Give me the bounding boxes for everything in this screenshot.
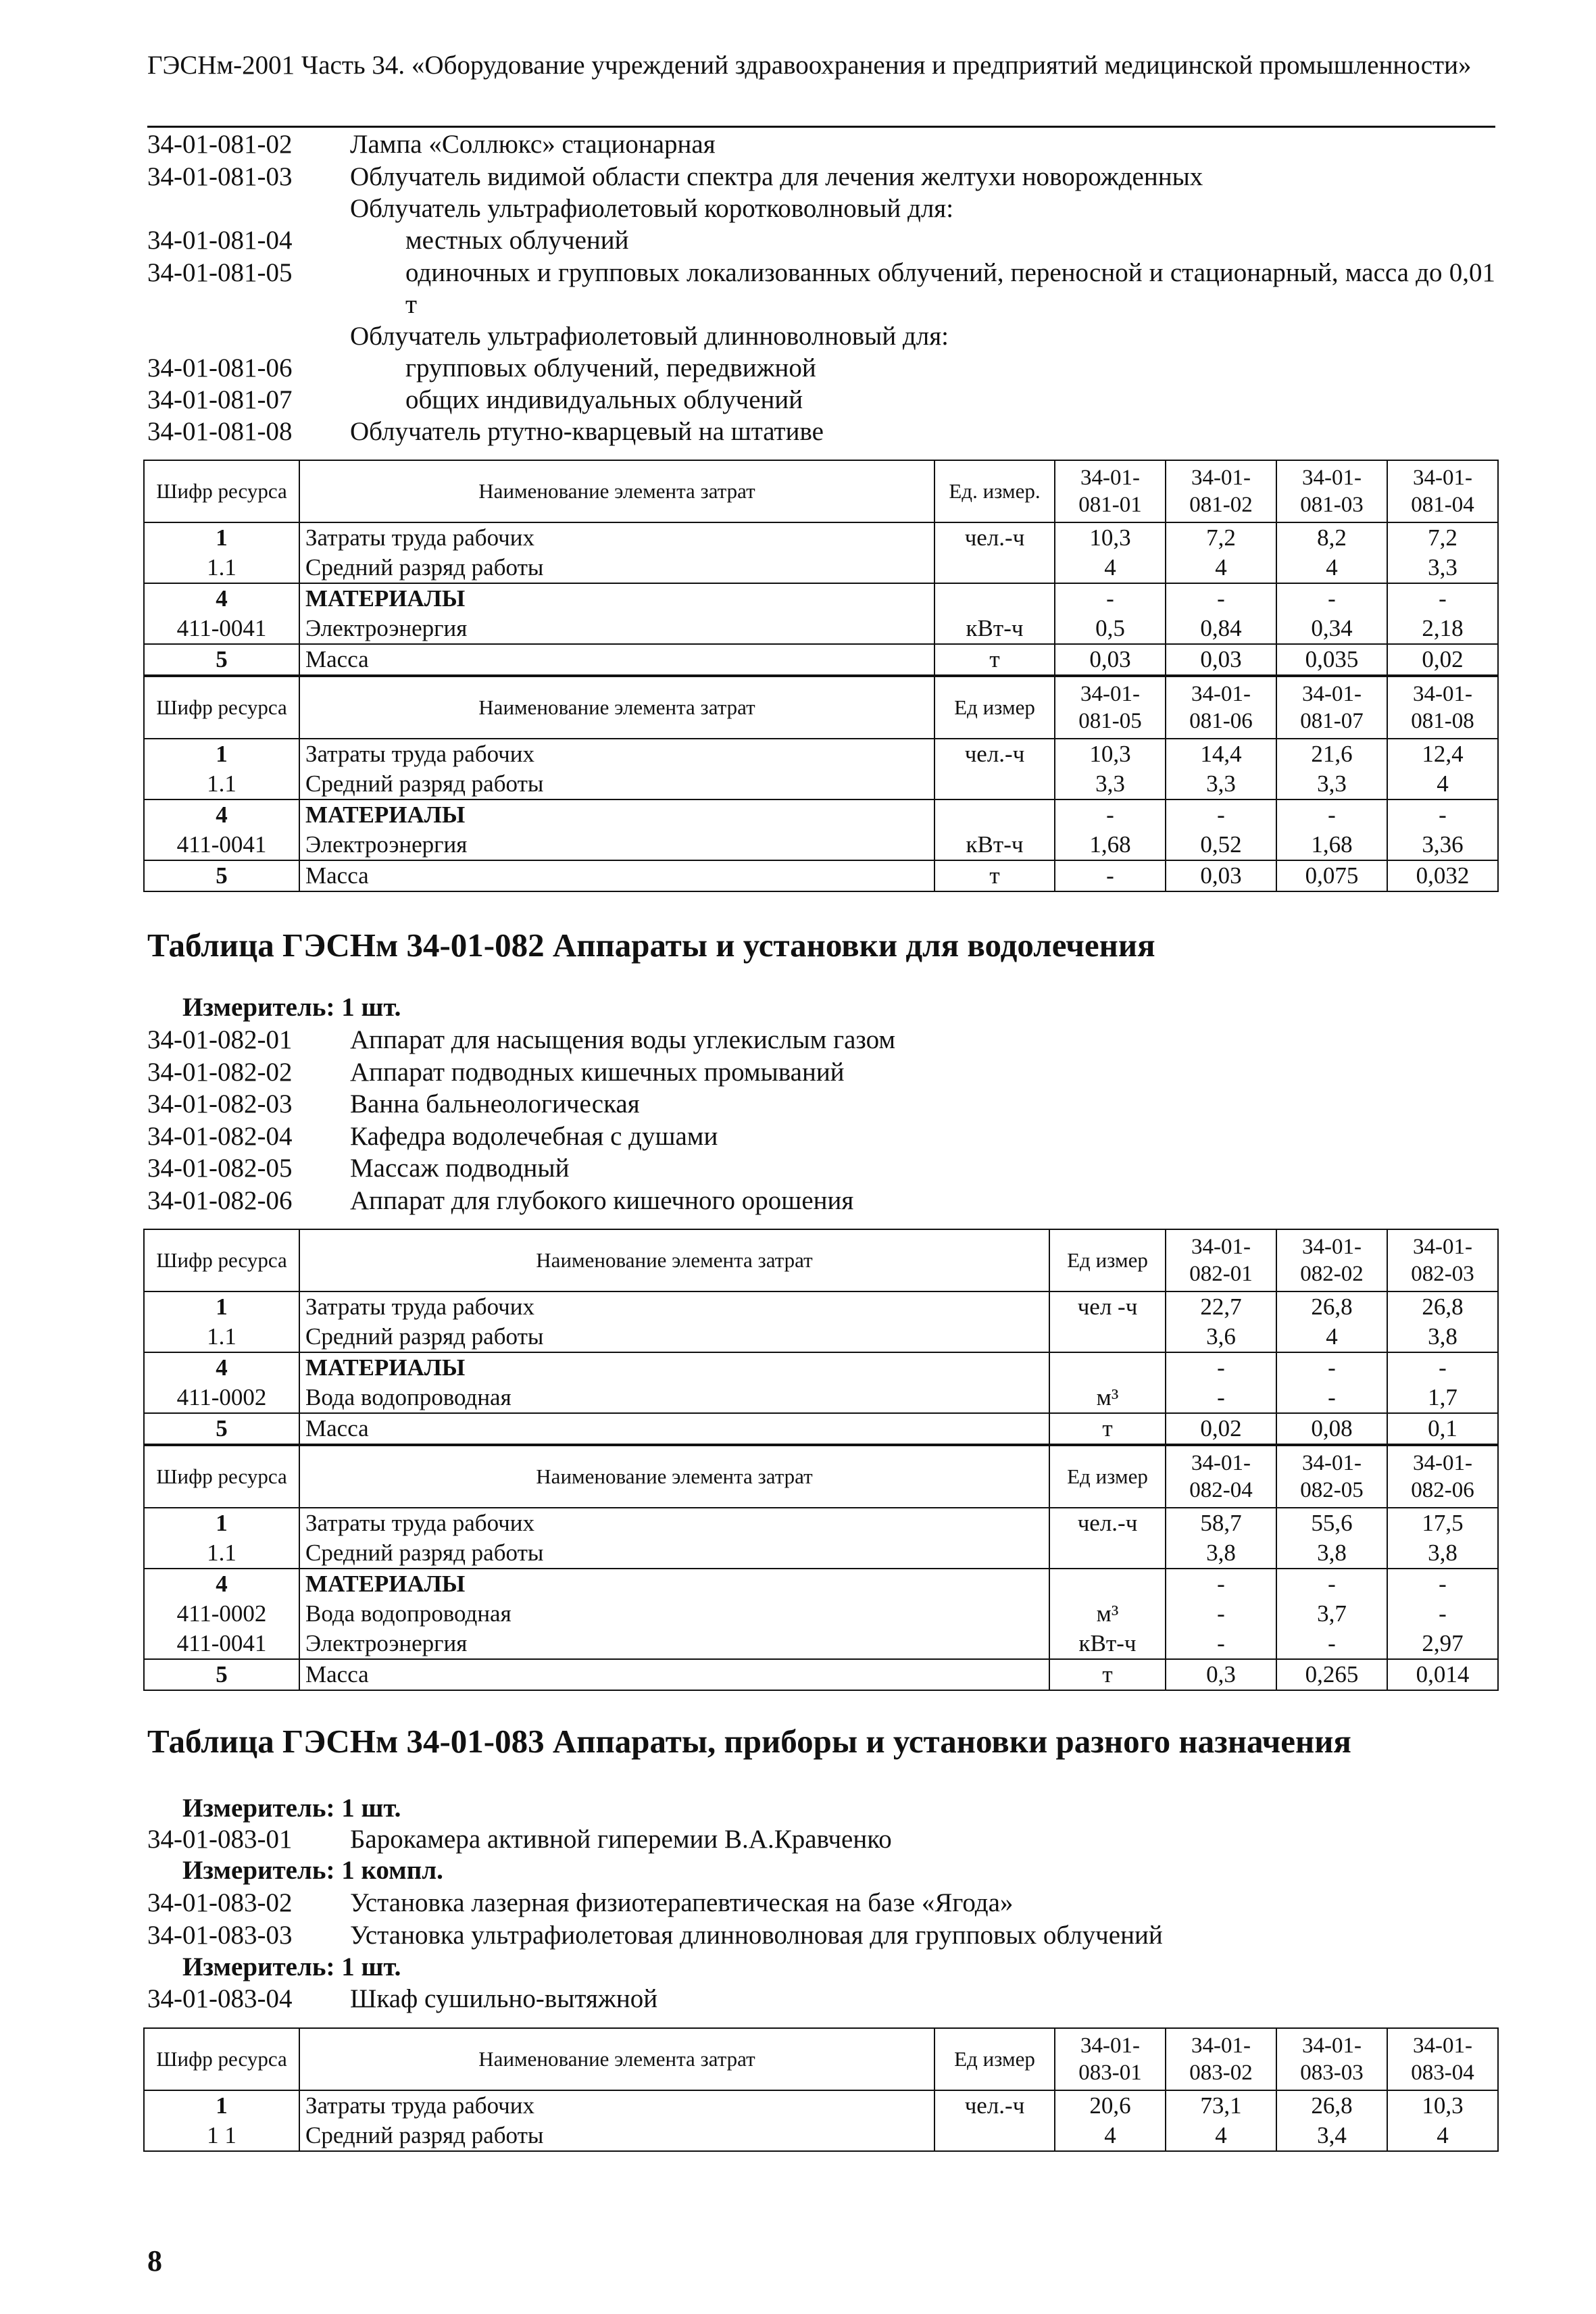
header-code: Шифр ресурса [144,1229,299,1291]
cell-value: 4 [1387,769,1498,799]
cell-code: 1 [144,2090,299,2121]
cell-value: - [1166,799,1276,830]
cell-value: 17,5 [1387,1508,1498,1538]
cell-value: 7,2 [1387,522,1498,553]
resource-table-082-b [143,1445,1499,1691]
cell-name: Средний разряд работы [299,553,934,583]
cell-value: 0,02 [1166,1413,1276,1444]
cell-value: 0,265 [1276,1659,1387,1690]
resource-table-081-b [143,676,1499,892]
cell-name: Электроэнергия [299,614,934,644]
entry-text: местных облучений [405,226,629,255]
meter-value: 1 шт. [341,1952,401,1981]
entry-text: Кафедра водолечебная с душами [350,1122,718,1151]
cell-value: 10,3 [1387,2090,1498,2121]
header-norm-code: 34-01-081-05 [1055,676,1166,739]
cell-value: 0,075 [1276,860,1387,891]
entry-text: одиночных и групповых локализованных облучений, переносной и стационарный, масса до 0,01 т [405,258,1495,319]
cell-value: 10,3 [1055,522,1166,553]
table-row [144,522,1498,553]
entry-code: 34-01-082-06 [147,1186,293,1215]
cell-code: 5 [144,644,299,675]
cell-value: 3,8 [1387,1538,1498,1569]
meter-line [182,992,401,1023]
cell-name: МАТЕРИАЛЫ [299,583,934,614]
cell-name: Средний разряд работы [299,769,934,799]
table-row [144,1291,1498,1322]
entry-code: 34-01-083-02 [147,1888,293,1917]
cell-unit: чел.-ч [1049,1508,1166,1538]
meter-value: 1 шт. [341,1794,401,1823]
cell-unit: т [934,860,1055,891]
cell-code: 1.1 [144,553,299,583]
cell-code: 411-0002 [144,1599,299,1629]
entry-code: 34-01-081-02 [147,130,293,159]
cell-value: 0,03 [1055,644,1166,675]
cell-code: 1 1 [144,2121,299,2151]
header-norm-code: 34-01-082-04 [1166,1446,1276,1508]
cell-value: - [1387,799,1498,830]
cell-name: Электроэнергия [299,1629,1049,1659]
cell-code: 1.1 [144,769,299,799]
header-norm-code: 34-01-082-02 [1276,1229,1387,1291]
cell-value: 3,8 [1276,1538,1387,1569]
meter-label: Измеритель: [182,993,335,1022]
entry-text: Ванна бальнеологическая [350,1089,640,1118]
meter-line [182,1793,401,1823]
header-name: Наименование элемента затрат [299,1229,1049,1291]
cell-value: 20,6 [1055,2090,1166,2121]
section-title-083: Таблица ГЭСНм 34-01-083 Аппараты, приборы и установки разного назначения [147,1723,1351,1760]
table-row [144,1629,1498,1659]
cell-value: - [1276,1383,1387,1413]
cell-value: 4 [1387,2121,1498,2151]
cell-unit: чел.-ч [934,739,1055,769]
cell-value: 0,014 [1387,1659,1498,1690]
cell-name: Масса [299,644,934,675]
entry-text: Установка ультрафиолетовая длинноволновая для групповых облучений [350,1921,1163,1950]
table-row [144,769,1498,799]
entry-text: Установка лазерная физиотерапевтическая на базе «Ягода» [350,1888,1014,1917]
entry-text: Облучатель ультрафиолетовый длинноволновый для: [350,322,949,351]
header-unit: Ед измер [934,676,1055,739]
table-row [144,799,1498,830]
cell-unit: т [1049,1659,1166,1690]
cell-value: 0,34 [1276,614,1387,644]
entry-text: Барокамера активной гиперемии В.А.Кравченко [350,1825,892,1854]
cell-name: Масса [299,1659,1049,1690]
header-name: Наименование элемента затрат [299,460,934,522]
table-row [144,583,1498,614]
table-row [144,1659,1498,1690]
cell-value: 3,7 [1276,1599,1387,1629]
entry-text: общих индивидуальных облучений [405,385,803,414]
cell-value: 3,3 [1387,553,1498,583]
cell-value: 0,52 [1166,830,1276,860]
header-norm-code: 34-01-081-04 [1387,460,1498,522]
cell-unit: кВт-ч [934,614,1055,644]
cell-value: 14,4 [1166,739,1276,769]
cell-value: 0,5 [1055,614,1166,644]
cell-value: 0,032 [1387,860,1498,891]
entry-text: Массаж подводный [350,1154,570,1183]
cell-unit [934,2121,1055,2151]
table-row [144,1599,1498,1629]
cell-code: 1.1 [144,1538,299,1569]
table-row [144,553,1498,583]
cell-unit: т [1049,1413,1166,1444]
cell-name: Затраты труда рабочих [299,2090,934,2121]
cell-value: 26,8 [1276,1291,1387,1322]
cell-unit: кВт-ч [1049,1629,1166,1659]
header-unit: Ед измер [1049,1229,1166,1291]
entry-text: Облучатель ультрафиолетовый коротковолновый для: [350,194,954,223]
cell-name: Средний разряд работы [299,1322,1049,1352]
header-code: Шифр ресурса [144,1446,299,1508]
cell-value: 3,36 [1387,830,1498,860]
table-row [144,1383,1498,1413]
meter-label: Измеритель: [182,1856,335,1885]
table-row [144,2121,1498,2151]
entry-text: Шкаф сушильно-вытяжной [350,1984,658,2013]
entry-code: 34-01-081-06 [147,353,293,383]
cell-code: 1 [144,1291,299,1322]
cell-value: - [1276,799,1387,830]
cell-name: Средний разряд работы [299,2121,934,2151]
cell-name: Затраты труда рабочих [299,739,934,769]
cell-value: - [1276,583,1387,614]
cell-code: 411-0041 [144,1629,299,1659]
table-row [144,830,1498,860]
cell-unit [1049,1352,1166,1383]
cell-code: 1.1 [144,1322,299,1352]
cell-code: 4 [144,583,299,614]
cell-value: 0,035 [1276,644,1387,675]
cell-name: Затраты труда рабочих [299,1291,1049,1322]
cell-value: 4 [1055,2121,1166,2151]
header-norm-code: 34-01-081-07 [1276,676,1387,739]
entry-code: 34-01-082-02 [147,1058,293,1087]
cell-name: Вода водопроводная [299,1599,1049,1629]
entry-code: 34-01-082-04 [147,1122,293,1151]
entry-code: 34-01-081-08 [147,417,293,446]
meter-label: Измеритель: [182,1794,335,1823]
header-code: Шифр ресурса [144,2028,299,2090]
header-norm-code: 34-01-082-03 [1387,1229,1498,1291]
cell-code: 411-0041 [144,830,299,860]
entry-text: Аппарат подводных кишечных промываний [350,1058,845,1087]
cell-value: - [1387,1569,1498,1599]
table-header-row [144,676,1498,739]
entry-code: 34-01-081-05 [147,258,293,287]
cell-name: Затраты труда рабочих [299,1508,1049,1538]
table-row [144,860,1498,891]
cell-value: 3,3 [1166,769,1276,799]
cell-code: 1 [144,1508,299,1538]
header-code: Шифр ресурса [144,460,299,522]
cell-value: 4 [1055,553,1166,583]
cell-code: 411-0002 [144,1383,299,1413]
cell-unit [1049,1538,1166,1569]
table-header-row [144,460,1498,522]
entry-code: 34-01-081-04 [147,226,293,255]
resource-table-082-a [143,1229,1499,1445]
section-title-082: Таблица ГЭСНм 34-01-082 Аппараты и установки для водолечения [147,927,1155,964]
header-norm-code: 34-01-081-02 [1166,460,1276,522]
cell-value: 3,8 [1387,1322,1498,1352]
header-norm-code: 34-01-082-05 [1276,1446,1387,1508]
header-unit: Ед измер [934,2028,1055,2090]
meter-line [182,1952,401,1982]
cell-value: - [1166,1629,1276,1659]
entry-text: Аппарат для глубокого кишечного орошения [350,1186,854,1215]
cell-value: 0,02 [1387,644,1498,675]
entry-code: 34-01-083-04 [147,1984,293,2013]
table-header-row [144,1446,1498,1508]
cell-value: 8,2 [1276,522,1387,553]
cell-value: - [1276,1569,1387,1599]
cell-name: Масса [299,1413,1049,1444]
header-norm-code: 34-01-081-03 [1276,460,1387,522]
cell-value: - [1387,583,1498,614]
cell-value: - [1055,860,1166,891]
cell-value: - [1166,583,1276,614]
cell-name: Средний разряд работы [299,1538,1049,1569]
cell-code: 4 [144,1569,299,1599]
cell-name: Затраты труда рабочих [299,522,934,553]
cell-value: 26,8 [1387,1291,1498,1322]
cell-value: 12,4 [1387,739,1498,769]
cell-unit [1049,1569,1166,1599]
table-row [144,614,1498,644]
cell-name: МАТЕРИАЛЫ [299,799,934,830]
entry-code: 34-01-083-01 [147,1825,293,1854]
cell-name: Электроэнергия [299,830,934,860]
table-row [144,1569,1498,1599]
cell-value: - [1055,583,1166,614]
page-header: ГЭСНм-2001 Часть 34. «Оборудование учреждений здравоохранения и предприятий медицинской промышленности» [147,51,1472,80]
table-row [144,1322,1498,1352]
cell-value: - [1166,1383,1276,1413]
header-norm-code: 34-01-082-06 [1387,1446,1498,1508]
table-row [144,1352,1498,1383]
entry-code: 34-01-082-05 [147,1154,293,1183]
cell-value: 4 [1276,1322,1387,1352]
cell-unit: чел -ч [1049,1291,1166,1322]
header-name: Наименование элемента затрат [299,676,934,739]
cell-value: - [1166,1352,1276,1383]
table-row [144,739,1498,769]
header-name: Наименование элемента затрат [299,2028,934,2090]
cell-code: 5 [144,1659,299,1690]
cell-value: 21,6 [1276,739,1387,769]
header-norm-code: 34-01-082-01 [1166,1229,1276,1291]
cell-unit: чел.-ч [934,2090,1055,2121]
header-unit: Ед. измер. [934,460,1055,522]
cell-unit: м³ [1049,1599,1166,1629]
cell-value: 4 [1166,553,1276,583]
cell-unit: т [934,644,1055,675]
header-norm-code: 34-01-081-06 [1166,676,1276,739]
cell-value: 55,6 [1276,1508,1387,1538]
entry-code: 34-01-083-03 [147,1921,293,1950]
table-header-row [144,1229,1498,1291]
entry-code: 34-01-081-03 [147,162,293,191]
cell-unit [1049,1322,1166,1352]
header-norm-code: 34-01-081-08 [1387,676,1498,739]
meter-label: Измеритель: [182,1952,335,1981]
cell-value: 58,7 [1166,1508,1276,1538]
cell-value: 3,4 [1276,2121,1387,2151]
cell-value: 3,8 [1166,1538,1276,1569]
cell-value: 4 [1166,2121,1276,2151]
cell-code: 5 [144,860,299,891]
cell-value: 26,8 [1276,2090,1387,2121]
header-norm-code: 34-01-083-02 [1166,2028,1276,2090]
table-row [144,644,1498,675]
cell-value: 4 [1276,553,1387,583]
meter-line [182,1855,443,1886]
table-row [144,1413,1498,1444]
cell-value: 7,2 [1166,522,1276,553]
header-norm-code: 34-01-083-04 [1387,2028,1498,2090]
cell-value: 2,18 [1387,614,1498,644]
list-item [147,257,1495,320]
entry-text: групповых облучений, передвижной [405,353,816,383]
cell-code: 411-0041 [144,614,299,644]
entry-text: Облучатель видимой области спектра для лечения желтухи новорожденных [350,162,1203,191]
header-rule [147,126,1495,128]
cell-unit [934,553,1055,583]
cell-value: 3,3 [1276,769,1387,799]
header-norm-code: 34-01-083-03 [1276,2028,1387,2090]
cell-value: 0,84 [1166,614,1276,644]
table-row [144,2090,1498,2121]
cell-value: 73,1 [1166,2090,1276,2121]
cell-value: 1,7 [1387,1383,1498,1413]
cell-value: 3,3 [1055,769,1166,799]
cell-code: 4 [144,1352,299,1383]
table-row [144,1508,1498,1538]
cell-value: 1,68 [1055,830,1166,860]
cell-unit: кВт-ч [934,830,1055,860]
cell-unit: м³ [1049,1383,1166,1413]
meter-value: 1 компл. [341,1856,443,1885]
cell-value: - [1166,1569,1276,1599]
cell-name: Вода водопроводная [299,1383,1049,1413]
cell-unit [934,799,1055,830]
resource-table-083-a [143,2027,1499,2152]
header-name: Наименование элемента затрат [299,1446,1049,1508]
page-number: 8 [147,2244,162,2278]
entry-code: 34-01-081-07 [147,385,293,414]
meter-value: 1 шт. [341,993,401,1022]
table-header-row [144,2028,1498,2090]
entry-text: Аппарат для насыщения воды углекислым газом [350,1025,896,1054]
cell-value: 0,03 [1166,644,1276,675]
entry-code: 34-01-082-03 [147,1089,293,1118]
resource-table-081-a [143,460,1499,676]
cell-value: 0,1 [1387,1413,1498,1444]
cell-value: - [1387,1599,1498,1629]
cell-value: - [1166,1599,1276,1629]
cell-name: Масса [299,860,934,891]
cell-unit [934,769,1055,799]
cell-code: 4 [144,799,299,830]
cell-value: 0,08 [1276,1413,1387,1444]
cell-value: - [1387,1352,1498,1383]
cell-unit [934,583,1055,614]
cell-name: МАТЕРИАЛЫ [299,1352,1049,1383]
header-norm-code: 34-01-083-01 [1055,2028,1166,2090]
cell-code: 1 [144,739,299,769]
cell-value: 0,3 [1166,1659,1276,1690]
entry-text: Лампа «Соллюкс» стационарная [350,130,716,159]
entry-text: Облучатель ртутно-кварцевый на штативе [350,417,824,446]
header-code: Шифр ресурса [144,676,299,739]
cell-value: - [1276,1629,1387,1659]
cell-value: 1,68 [1276,830,1387,860]
header-unit: Ед измер [1049,1446,1166,1508]
table-row [144,1538,1498,1569]
cell-value: - [1055,799,1166,830]
cell-code: 5 [144,1413,299,1444]
cell-value: 0,03 [1166,860,1276,891]
cell-value: - [1276,1352,1387,1383]
cell-unit: чел.-ч [934,522,1055,553]
cell-value: 10,3 [1055,739,1166,769]
cell-value: 22,7 [1166,1291,1276,1322]
cell-value: 2,97 [1387,1629,1498,1659]
cell-code: 1 [144,522,299,553]
header-norm-code: 34-01-081-01 [1055,460,1166,522]
entry-code: 34-01-082-01 [147,1025,293,1054]
cell-value: 3,6 [1166,1322,1276,1352]
cell-name: МАТЕРИАЛЫ [299,1569,1049,1599]
